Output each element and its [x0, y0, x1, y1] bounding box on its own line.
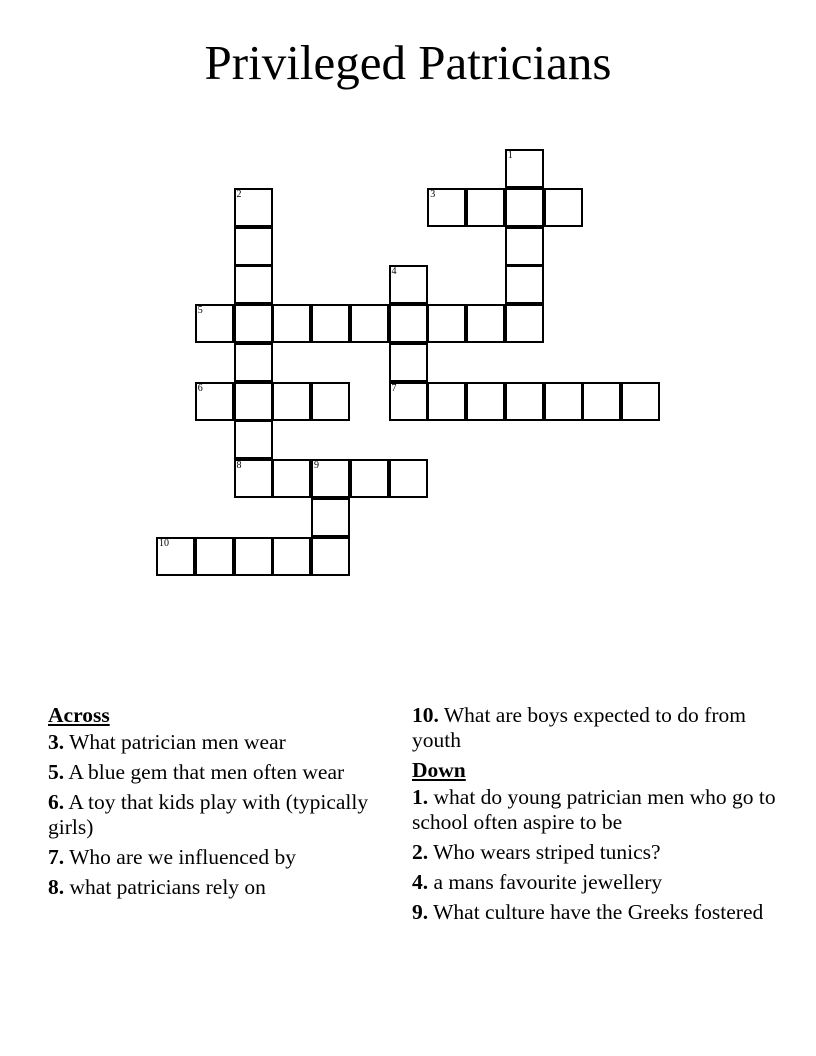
grid-cell[interactable]: [234, 304, 273, 343]
grid-cell[interactable]: [311, 498, 350, 537]
clue-text: What culture have the Greeks fostered: [433, 900, 764, 924]
grid-cell[interactable]: [272, 304, 311, 343]
grid-cell[interactable]: [311, 537, 350, 576]
clue-text: a mans favourite jewellery: [433, 870, 663, 894]
clue-text: what do young patrician men who go to school often aspire to be: [412, 785, 776, 834]
clue-number: 10.: [412, 703, 439, 727]
across-heading: Across: [48, 703, 110, 727]
grid-cell[interactable]: [466, 304, 505, 343]
puzzle-title: Privileged Patricians: [204, 35, 612, 90]
grid-cell[interactable]: [582, 382, 621, 421]
grid-cell[interactable]: [427, 382, 466, 421]
grid-cell[interactable]: [234, 382, 273, 421]
clue-text: Who are we influenced by: [69, 845, 296, 869]
clue-across-5: [48, 760, 388, 785]
clue-text: Who wears striped tunics?: [433, 840, 661, 864]
grid-cell-9[interactable]: [311, 459, 350, 498]
grid-cell-8[interactable]: [234, 459, 273, 498]
clue-number-label: 9: [314, 460, 319, 471]
grid-cell[interactable]: [272, 459, 311, 498]
grid-cell[interactable]: [427, 304, 466, 343]
clue-text: What are boys expected to do from youth: [412, 703, 746, 752]
grid-cell[interactable]: [311, 304, 350, 343]
clue-number-label: 3: [430, 188, 436, 200]
grid-cell[interactable]: [505, 227, 544, 266]
clue-number: 2.: [412, 840, 429, 864]
grid-cell[interactable]: [234, 537, 273, 576]
grid-cell[interactable]: [350, 459, 389, 498]
grid-cell[interactable]: [505, 188, 544, 227]
grid-cell[interactable]: [272, 537, 311, 576]
clue-number: 1.: [412, 785, 429, 809]
grid-cell[interactable]: [505, 382, 544, 421]
grid-cell[interactable]: [389, 459, 428, 498]
clue-text: what patricians rely on: [69, 875, 266, 899]
clue-number-label: 4: [391, 266, 397, 278]
clue-number: 3.: [48, 730, 65, 754]
grid-cell[interactable]: [505, 265, 544, 304]
clue-across-10: [412, 703, 792, 753]
grid-cell[interactable]: [234, 420, 273, 459]
grid-cell-4[interactable]: [389, 265, 428, 304]
grid-cell[interactable]: [544, 188, 583, 227]
clue-across-6: [48, 790, 388, 840]
clue-text: A blue gem that men often wear: [68, 760, 345, 784]
clues-left-column: [48, 703, 388, 905]
clue-across-7: [48, 845, 388, 870]
clue-number-label: 10: [159, 537, 169, 549]
grid-cell[interactable]: [621, 382, 660, 421]
clue-number-label: 8: [236, 460, 242, 471]
clue-number: 9.: [412, 900, 429, 924]
clue-across-3: [48, 730, 388, 755]
clue-down-9: [412, 900, 792, 925]
grid-cell[interactable]: [466, 188, 505, 227]
clue-number: 6.: [48, 790, 65, 814]
clue-down-2: [412, 840, 792, 865]
grid-cell[interactable]: [234, 343, 273, 382]
grid-cell-1[interactable]: [505, 149, 544, 188]
clue-number: 4.: [412, 870, 429, 894]
grid-cell[interactable]: [234, 265, 273, 304]
grid-cell[interactable]: [311, 382, 350, 421]
grid-cell-2[interactable]: [234, 188, 273, 227]
grid-cell[interactable]: [466, 382, 505, 421]
grid-cell-5[interactable]: [195, 304, 234, 343]
clue-number-label: 7: [391, 382, 397, 394]
clue-text: What patrician men wear: [69, 730, 286, 754]
clues-right-column: [412, 703, 792, 930]
grid-cell[interactable]: [505, 304, 544, 343]
clue-number-label: 1: [507, 150, 513, 161]
grid-cell[interactable]: [350, 304, 389, 343]
grid-cell-3[interactable]: [427, 188, 466, 227]
grid-cell[interactable]: [272, 382, 311, 421]
clue-down-1: [412, 785, 792, 835]
clue-number: 5.: [48, 760, 65, 784]
clue-across-8: [48, 875, 388, 900]
grid-cell[interactable]: [389, 304, 428, 343]
clue-number-label: 6: [197, 382, 203, 394]
clue-number: 8.: [48, 875, 65, 899]
clue-down-4: [412, 870, 792, 895]
grid-cell-7[interactable]: [389, 382, 428, 421]
grid-cell-6[interactable]: [195, 382, 234, 421]
clue-number-label: 2: [236, 188, 242, 200]
clue-text: A toy that kids play with (typically girls): [48, 790, 369, 839]
grid-cell[interactable]: [195, 537, 234, 576]
grid-cell[interactable]: [234, 227, 273, 266]
grid-cell[interactable]: [544, 382, 583, 421]
down-heading: Down: [412, 758, 466, 782]
grid-cell-10[interactable]: [156, 537, 195, 576]
clue-number: 7.: [48, 845, 65, 869]
clue-number-label: 5: [197, 305, 203, 316]
grid-cell[interactable]: [389, 343, 428, 382]
